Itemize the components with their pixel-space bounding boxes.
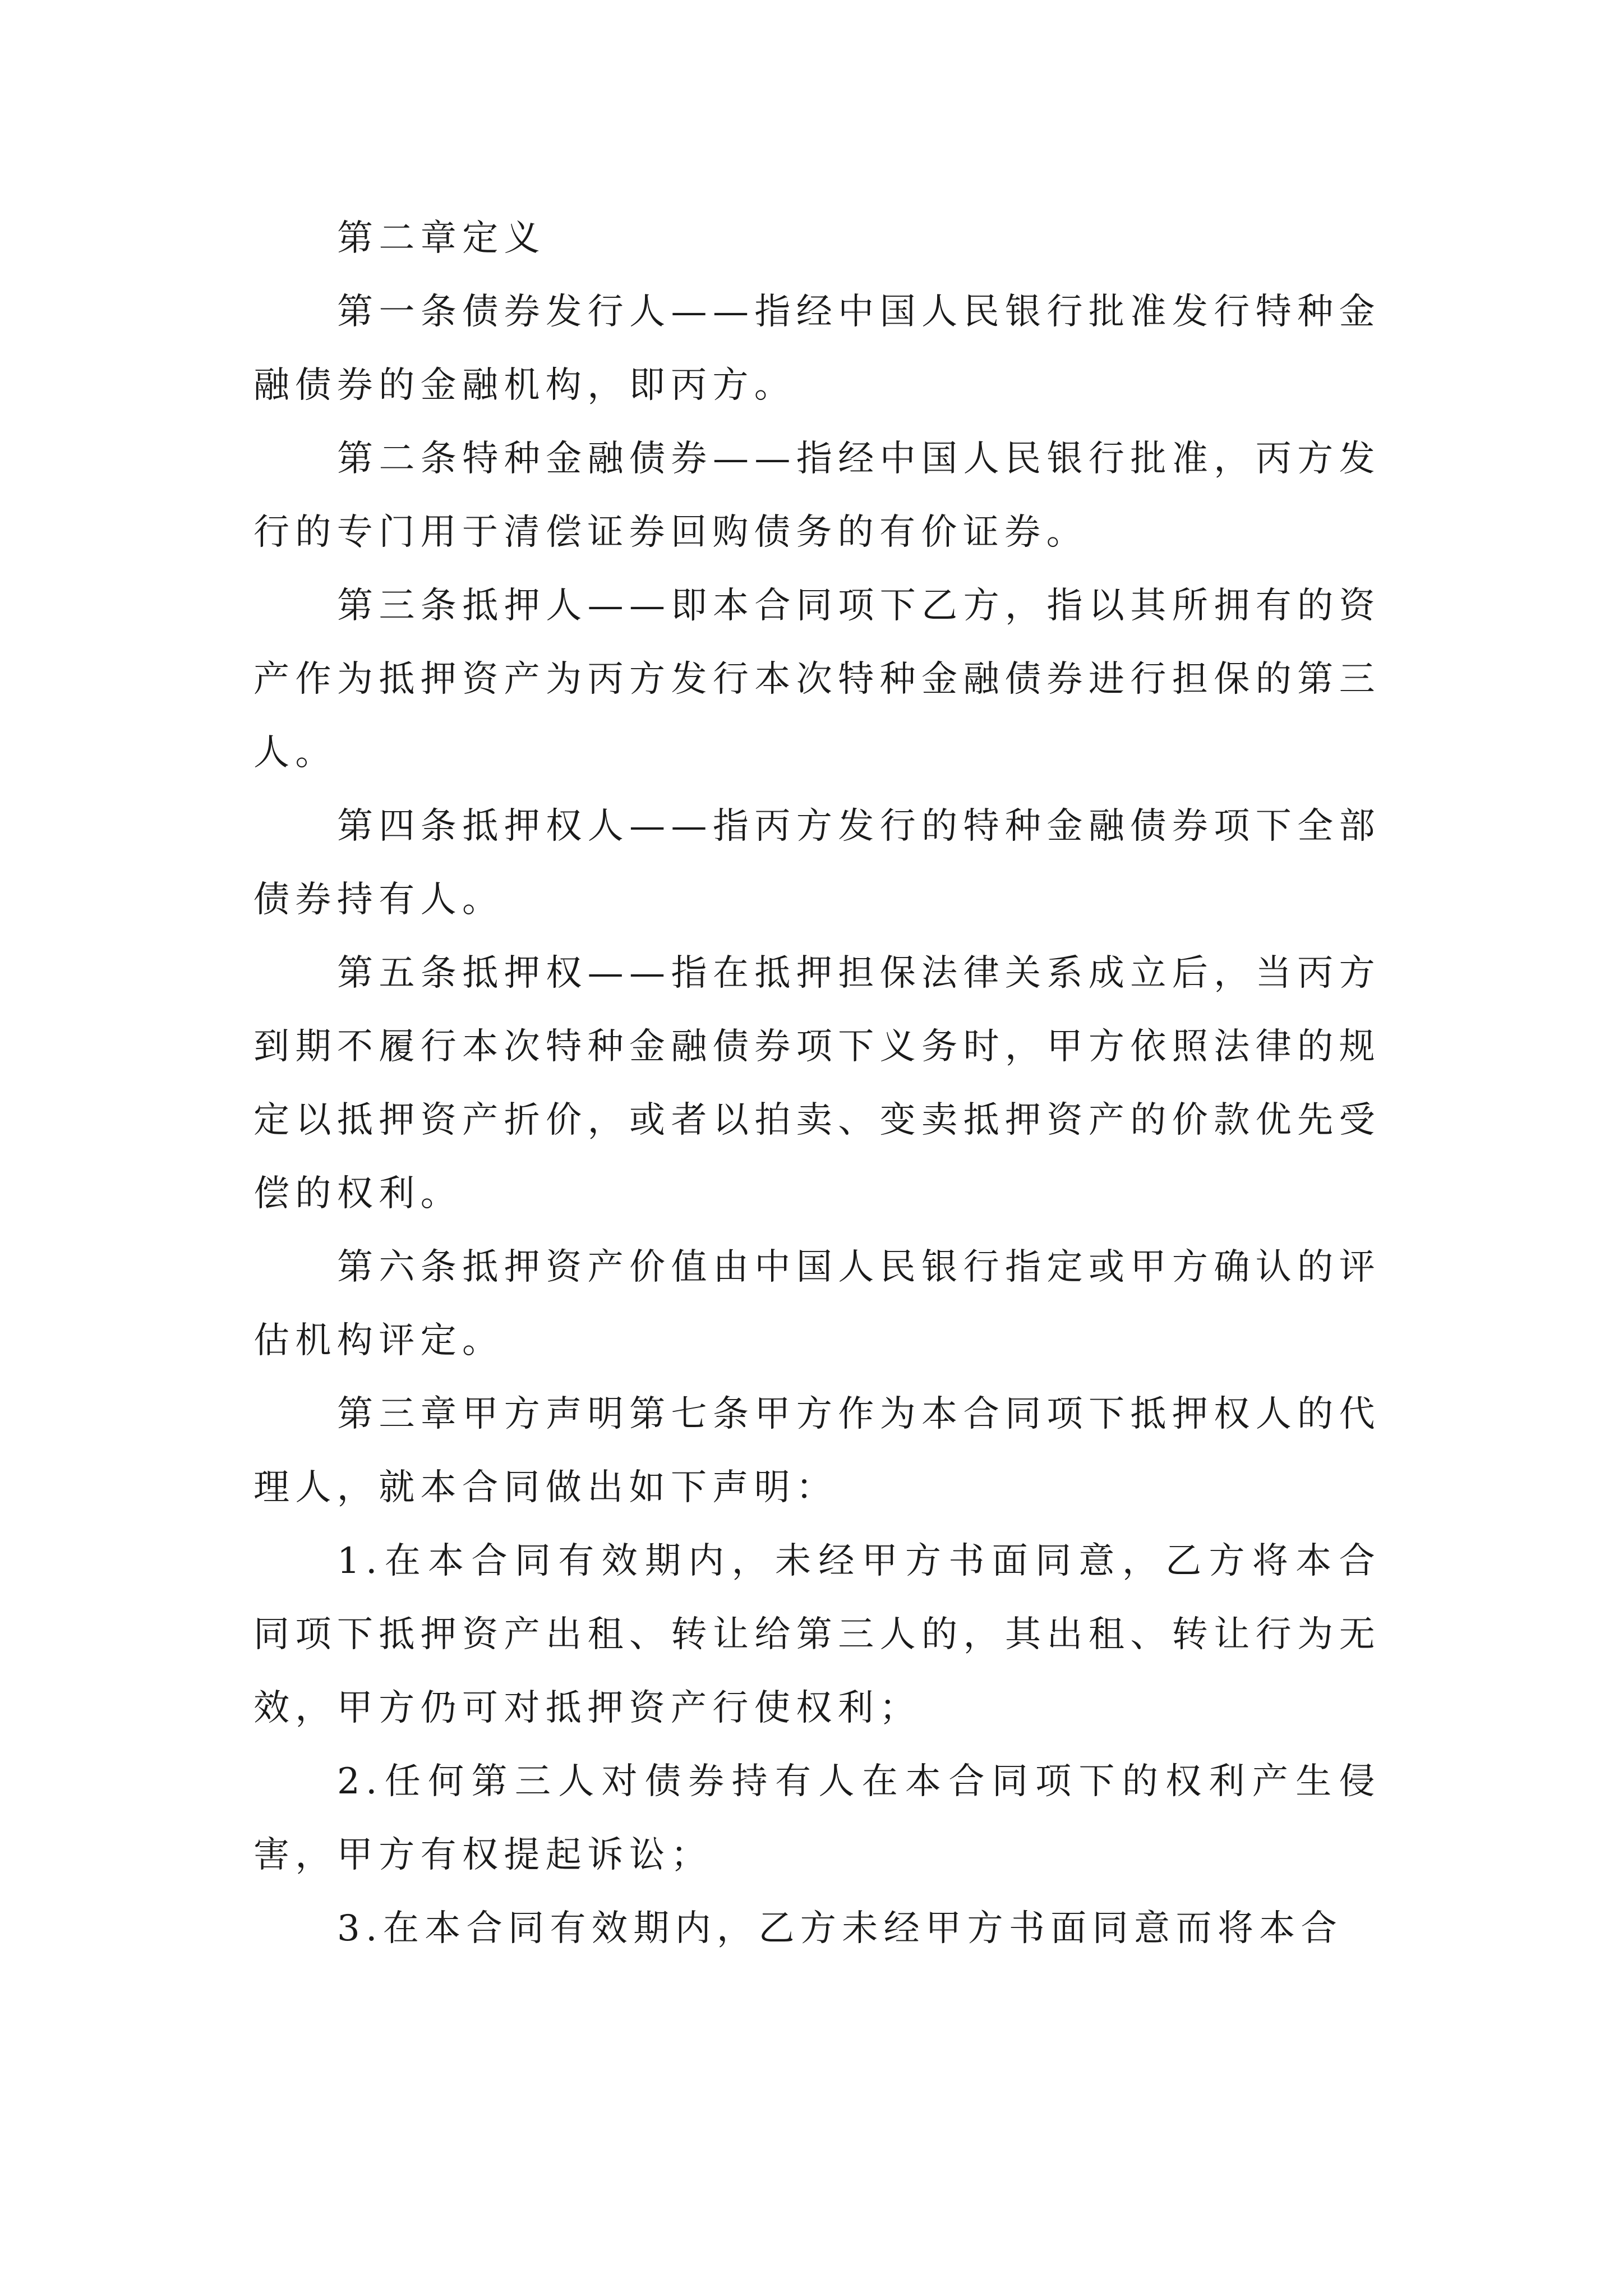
declaration-item-2: 2.任何第三人对债券持有人在本合同项下的权利产生侵害，甲方有权提起诉讼； [253, 1761, 1381, 1876]
chapter-3-article-7-paragraph: 第三章甲方声明第七条甲方作为本合同项下抵押权人的代理人，就本合同做出如下声明： [253, 1393, 1381, 1508]
article-2-paragraph: 第二条特种金融债券——指经中国人民银行批准，丙方发行的专门用于清偿证券回购债务的有价证券。 [253, 438, 1381, 553]
declaration-item-3: 3.在本合同有效期内，乙方未经甲方书面同意而将本合 [337, 1908, 1343, 1949]
article-3-paragraph: 第三条抵押人——即本合同项下乙方，指以其所拥有的资产作为抵押资产为丙方发行本次特种金融债券进行担保的第三人。 [253, 585, 1381, 774]
article-1-paragraph: 第一条债券发行人——指经中国人民银行批准发行特种金融债券的金融机构，即丙方。 [253, 291, 1381, 406]
document-body [253, 202, 1381, 1966]
article-5-paragraph: 第五条抵押权——指在抵押担保法律关系成立后，当丙方到期不履行本次特种金融债券项下义务时，甲方依照法律的规定以抵押资产折价，或者以拍卖、变卖抵押资产的价款优先受偿的权利。 [253, 953, 1381, 1214]
chapter-heading: 第二章定义 [337, 218, 546, 259]
article-4-paragraph: 第四条抵押权人——指丙方发行的特种金融债券项下全部债券持有人。 [253, 806, 1381, 921]
declaration-item-1: 1.在本合同有效期内，未经甲方书面同意，乙方将本合同项下抵押资产出租、转让给第三人的，其出租、转让行为无效，甲方仍可对抵押资产行使权利； [253, 1540, 1381, 1729]
article-6-paragraph: 第六条抵押资产价值由中国人民银行指定或甲方确认的评估机构评定。 [253, 1246, 1381, 1361]
